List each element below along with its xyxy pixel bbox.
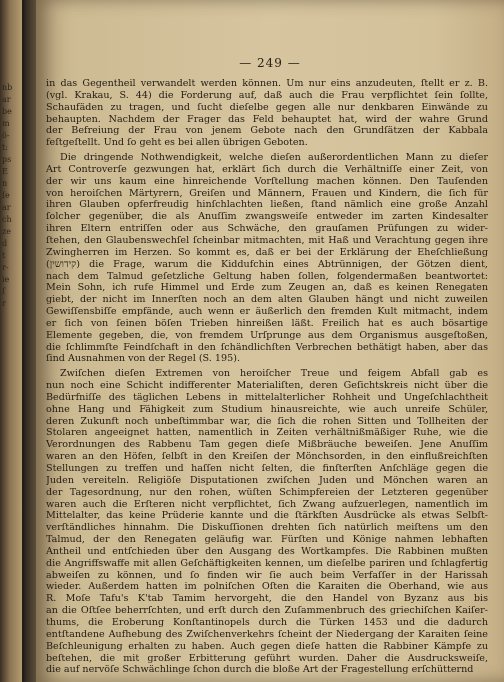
text-line: ohne Hang und Fähigkeit zum Studium hinausreichte, wie auch unreife Schüler, <box>46 403 488 415</box>
text-line: verſtändliches hinnahm. Die Diskuſſionen drehten ſich natürlich meiſtens um den <box>46 522 488 534</box>
previous-page-fragment: ar <box>2 95 11 104</box>
paragraph <box>46 368 488 676</box>
text-line: ſind Ausnahmen von der Regel (S. 195). <box>46 353 240 365</box>
previous-page-fragment: ie <box>2 275 10 284</box>
text-line: an die Oſtſee beherrſchten, und erſt durch den Zuſammenbruch des griechiſchen Kaiſer- <box>46 605 488 617</box>
text-line: R. Moſe Tafu's K'tab Tamim hervorgeht, die den Handel von Byzanz aus bis <box>46 593 488 605</box>
text-line: Stolaren angeeignet hatten, namentlich in Zeiten verhältnißmäßiger Ruhe, wie die <box>46 427 488 439</box>
previous-page-fragment: t: <box>2 143 8 152</box>
text-line: ſolcher gegenüber, die als Anuſſim zwangsweiſe entweder im zarten Kindesalter <box>46 211 488 223</box>
text-line: Verordnungen des Rabbenu Tam gegen dieſe Mißbräuche beweiſen. Jene Anuſſim <box>46 439 488 451</box>
page-number: — 249 — <box>239 56 301 70</box>
text-line: Talmud, der den Renegaten geläufig war. Fürſten und Könige nahmen lebhaften <box>46 534 488 546</box>
previous-page-fragment: ö- <box>2 131 10 140</box>
text-line: behaupten. Nachdem der Frager das Feld behauptet hat, wird der wahre Grund <box>46 113 488 125</box>
text-line: abweiſen zu können, und ſo finden wir ſie auch beim Verfaſſer in der Harissah <box>46 569 488 581</box>
text-line: Bedürfniſſe des täglichen Lebens in mittelalterlicher Rohheit und Ungeſchlachtheit <box>46 391 488 403</box>
text-line: nach dem Talmud geſetzliche Geltung haben ſollen, folgendermaßen beantwortet: <box>46 270 488 282</box>
text-line: Antheil und entſchieden über den Ausgang des Wortkampfes. Die Rabbinen mußten <box>46 545 488 557</box>
text-line: der Tagesordnung, nur den rohen, wüſten Schimpfereien der Letzteren gegenüber <box>46 486 488 498</box>
text-line: die ſchlimmſte Feindſchaft in den ſchändlichſten Verbrechen bethätigt haben, aber das <box>46 341 488 353</box>
book-gutter <box>22 0 36 682</box>
previous-page-fragment: E <box>2 167 8 176</box>
previous-page-fragment: nb <box>2 83 13 92</box>
previous-page-fragment: ch <box>2 215 12 224</box>
text-line: Elemente gegeben, die, von fremdem Urſprunge aus dem Organismus ausgeſtoßen, <box>46 329 488 341</box>
text-line: der Befreiung der Frau von jenem Gebote nach den Grundſätzen der Kabbala <box>46 125 488 137</box>
text-line: von heroiſchen Märtyrern, Greiſen und Männern, Frauen und Kindern, die ſich für <box>46 187 488 199</box>
previous-page-fragment: ze <box>2 227 11 236</box>
text-line: Gewiſſensbiſſe empfände, auch wenn er äußerlich den fremden Kult mitmacht, indem <box>46 306 488 318</box>
text-line: ihren Glauben opferfreudig hinſchlachten ließen, ſtand nämlich eine große Anzahl <box>46 199 488 211</box>
previous-page-fragment: ps <box>2 155 12 164</box>
text-line: Beſchleunigung erhalten zu haben. Auch gegen dieſe hatten die Rabbiner Kämpfe zu <box>46 640 488 652</box>
previous-page-fragment: r- <box>2 263 9 272</box>
previous-page-fragment: d <box>2 239 8 248</box>
text-line: die Angriffswaffe mit allen Geſchäftigkeiten kennen, um dieſelbe pariren und ſchlagfertig <box>46 557 488 569</box>
page-body-text <box>46 78 488 676</box>
text-line: Zwingherren im Herzen. So kommt es, daß er bei der Erklärung der Eheſchließung <box>46 246 488 258</box>
text-line: wieder. Außerdem hatten im polniſchen Oſten die Karaiten die Oberhand, wie aus <box>46 581 488 593</box>
text-line: thums, die Eroberung Konſtantinopels durch die Türken 1453 und die dadurch <box>46 616 488 628</box>
text-line: der wir uns kaum eine hinreichende Vorſtellung machen können. Den Tauſenden <box>46 175 488 187</box>
previous-page-fragment: ſe <box>2 191 10 200</box>
text-line: waren an den Höfen, ſelbſt in den Kreiſen der Mönchsorden, in den einflußreichſten <box>46 451 488 463</box>
text-line: Schaufäden zu tragen, und ſucht dieſelbe gegen alle nur denkbaren Einwände zu <box>46 101 488 113</box>
previous-page-fragment: m <box>2 119 10 128</box>
text-line: Die dringende Nothwendigkeit, welche dieſen außerordentlichen Mann zu dieſer <box>60 152 488 164</box>
previous-page-fragment: ar <box>2 203 11 212</box>
text-line: waren auch die Erſteren nicht verpflichtet, ſich Zwang aufzuerlegen, namentlich im <box>46 498 488 510</box>
text-line: Zwiſchen dieſen Extremen von heroiſcher Treue und feigem Abfall gab es <box>60 368 488 380</box>
text-line: deren Zukunft noch unbeſtimmbar war, die ſich die rohen Sitten und Tollheiten der <box>46 415 488 427</box>
text-line: nun noch eine Schicht indifferenter Materialiſten, deren Geſichtskreis nicht über die <box>46 380 488 392</box>
text-line: Art Controverſe gezwungen hat, erklärt ſich durch die Verhältniſſe einer Zeit, von <box>46 163 488 175</box>
text-line: Mittelalter, das keine Prüderie kannte und die ſtärkſten Ausdrücke als etwas Selbſt- <box>46 510 488 522</box>
text-line: ſtehen, den Glaubenswechſel ſcheinbar mitmachten, mit Haß und Verachtung gegen ihre <box>46 234 488 246</box>
text-line: Stellungen zu treffen und haſſen nicht ſelten, die finſterſten Anſchläge gegen die <box>46 463 488 474</box>
paragraph <box>46 78 488 149</box>
previous-page-fragment: n <box>2 179 8 188</box>
text-line: die auf nervöſe Schwächlinge ſchon durch die bloße Art der Fragestellung erſchütternd <box>46 664 474 676</box>
previous-page-fragment: r <box>2 299 6 308</box>
paragraph <box>46 152 488 365</box>
text-line: in das Gegentheil verwandelt werden können. Um nur eins anzudeuten, ſtellt er z. B. <box>46 78 488 89</box>
text-line: giebt, der nicht im Innerſten noch an dem alten Glauben hängt und nicht zuweilen <box>46 294 488 306</box>
book-page <box>36 0 504 682</box>
previous-page-fragment: be <box>2 107 12 116</box>
text-line: (vgl. Krakau, S. 44) die Forderung auf, daß auch die Frau verpflichtet ſein ſollte, <box>46 89 488 101</box>
text-line: feſtgeſtellt. Und ſo geht es bei allen übrigen Geboten. <box>46 137 308 149</box>
text-line: Juden vereiteln. Religiöſe Disputationen zwiſchen Juden und Mönchen waren an <box>46 474 488 486</box>
text-line: entſtandene Aufhebung des Zwiſchenverkehrs ſcheint der Niedergang der Karaiten ſeine <box>46 628 488 640</box>
previous-page-edge <box>0 0 22 682</box>
text-line: er ſich von ſeinen böſen Trieben hinreißen läßt. Freilich hat es auch bösartige <box>46 317 488 329</box>
text-line: beſtehen, die mit großer Erbitterung geführt wurden. Daher die Ausdrucksweiſe, <box>46 652 488 664</box>
text-line: Mein Sohn, ich rufe Himmel und Erde zum Zeugen an, daß es keinen Renegaten <box>46 282 488 294</box>
text-line: (קידושין) die Frage, warum die Kiddufchin eines Abtrünnigen, der Götzen dient, <box>46 258 488 270</box>
text-line: ihren Eltern entriſſen oder aus Schwäche, den grauſamen Prüfungen zu wider- <box>46 223 488 235</box>
previous-page-fragment: t <box>2 251 6 260</box>
previous-page-fragment: ſ <box>2 287 5 296</box>
